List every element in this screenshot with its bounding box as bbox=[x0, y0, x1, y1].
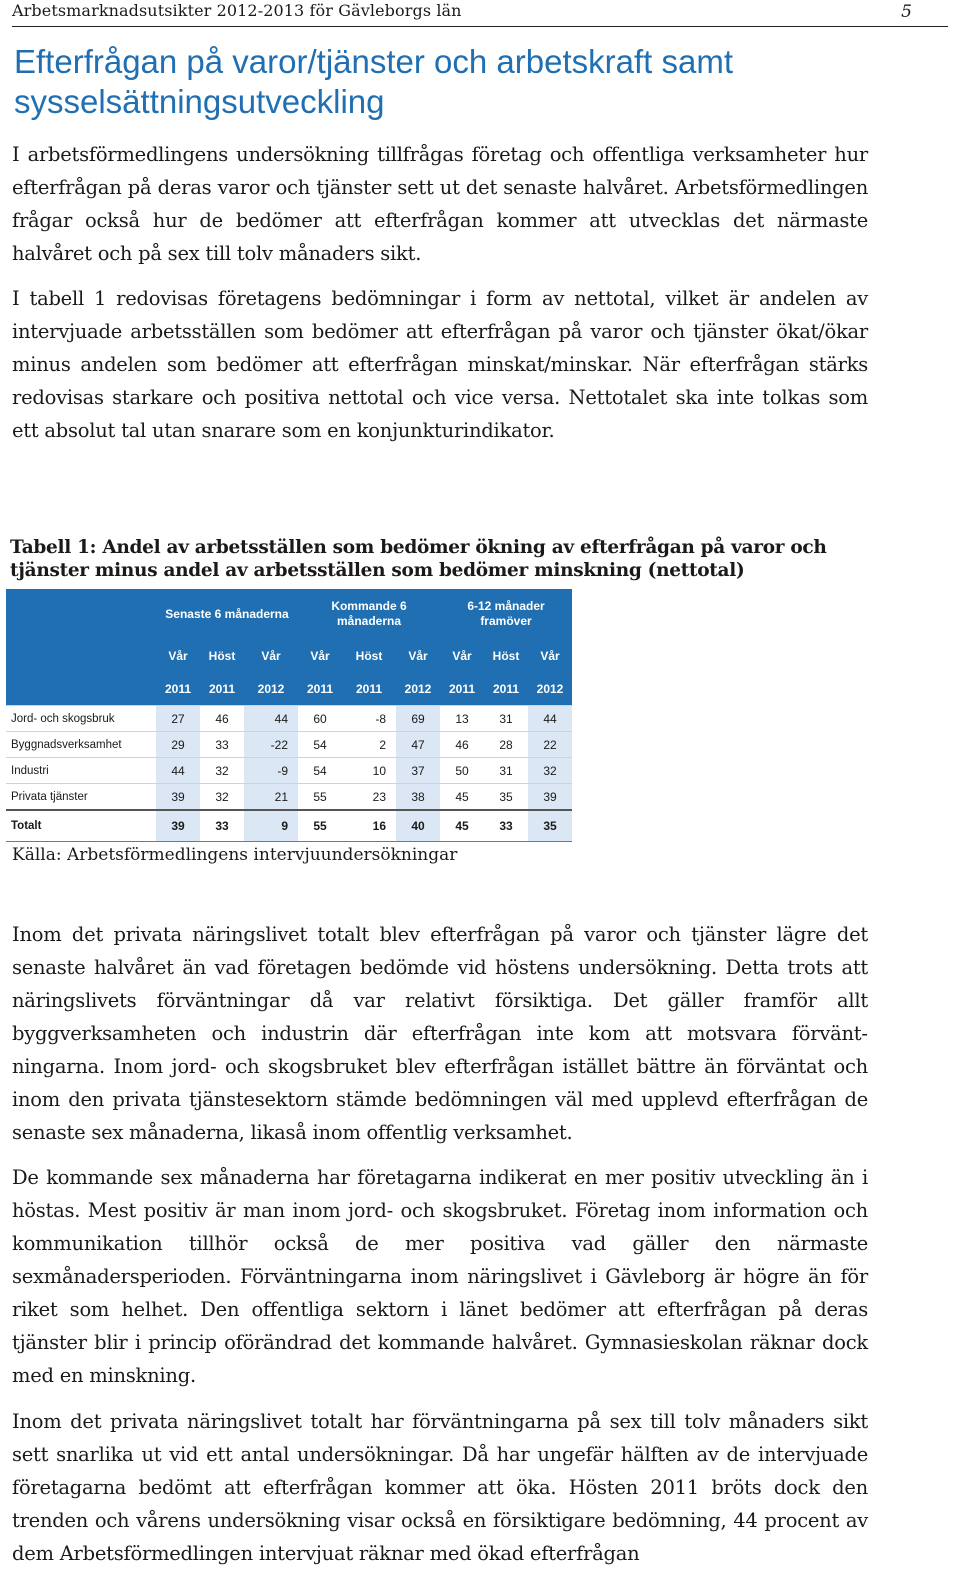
table-cell: 47 bbox=[396, 732, 440, 758]
table-stub-cell bbox=[6, 672, 156, 706]
table-cell: 46 bbox=[440, 732, 484, 758]
season-header: Höst bbox=[484, 639, 528, 672]
row-label: Byggnadsverksamhet bbox=[6, 732, 156, 758]
table-cell: 9 bbox=[244, 810, 298, 842]
table-cell: 32 bbox=[200, 758, 244, 784]
year-header: 2011 bbox=[156, 672, 200, 706]
year-header: 2012 bbox=[244, 672, 298, 706]
table-cell: 69 bbox=[396, 706, 440, 732]
table-cell: 21 bbox=[244, 784, 298, 811]
table-cell: 55 bbox=[298, 784, 342, 811]
table-cell: 2 bbox=[342, 732, 396, 758]
table-cell: 33 bbox=[200, 810, 244, 842]
table-row bbox=[6, 706, 572, 732]
running-header bbox=[12, 0, 948, 27]
table-cell: 39 bbox=[528, 784, 572, 811]
season-header: Vår bbox=[440, 639, 484, 672]
table-cell: 35 bbox=[528, 810, 572, 842]
table-cell: 55 bbox=[298, 810, 342, 842]
year-header: 2011 bbox=[200, 672, 244, 706]
season-header: Vår bbox=[244, 639, 298, 672]
table-cell: 31 bbox=[484, 758, 528, 784]
table-cell: 54 bbox=[298, 732, 342, 758]
table-cell: 44 bbox=[244, 706, 298, 732]
table-cell: 32 bbox=[528, 758, 572, 784]
year-header: 2011 bbox=[440, 672, 484, 706]
table-group-header-row bbox=[6, 589, 572, 639]
paragraph-table-explanation: I tabell 1 redovisas företagens bedömningar i form av nettotal, vilket är andelen av intervjuade arbetsställen som bedömer att efterfrågan på varor och tjänster ökat/ökar minus andelen som bedömer att efterfrågan minskat/minskar. När efterfrågan stärks redovisas starkare och positiva nettotal och vice versa. Nettotalet ska inte tolkas som ett absolut tal utan snarare som en konjunkturindikator. bbox=[12, 287, 868, 442]
year-header: 2012 bbox=[528, 672, 572, 706]
group-header-kommande: Kommande 6 månaderna bbox=[298, 589, 440, 639]
table-cell: 50 bbox=[440, 758, 484, 784]
table-cell: 39 bbox=[156, 784, 200, 811]
season-header: Höst bbox=[200, 639, 244, 672]
year-header: 2011 bbox=[298, 672, 342, 706]
year-header: 2011 bbox=[484, 672, 528, 706]
group-header-senaste: Senaste 6 månaderna bbox=[156, 589, 298, 639]
season-header: Vår bbox=[396, 639, 440, 672]
table-stub-cell bbox=[6, 639, 156, 672]
table-cell: -9 bbox=[244, 758, 298, 784]
table-cell: 16 bbox=[342, 810, 396, 842]
document-title: Arbetsmarknadsutsikter 2012-2013 för Gävleborgs län bbox=[12, 1, 462, 20]
nettotal-table bbox=[6, 589, 572, 842]
row-label: Jord- och skogsbruk bbox=[6, 706, 156, 732]
table-stub-cell bbox=[6, 589, 156, 639]
table-row bbox=[6, 758, 572, 784]
table-cell: 37 bbox=[396, 758, 440, 784]
row-label: Industri bbox=[6, 758, 156, 784]
table-caption: Tabell 1: Andel av arbetsställen som bedömer ökning av efterfrågan på varor och tjänster minus andel av arbetsställen som bedömer minskning (nettotal) bbox=[10, 537, 827, 581]
season-header: Vår bbox=[528, 639, 572, 672]
season-header: Vår bbox=[298, 639, 342, 672]
table-cell: 40 bbox=[396, 810, 440, 842]
table-cell: 27 bbox=[156, 706, 200, 732]
table-row-total bbox=[6, 810, 572, 842]
table-cell: 54 bbox=[298, 758, 342, 784]
table-cell: 33 bbox=[200, 732, 244, 758]
table-cell: 35 bbox=[484, 784, 528, 811]
table-cell: 39 bbox=[156, 810, 200, 842]
table-cell: 23 bbox=[342, 784, 396, 811]
table-cell: 38 bbox=[396, 784, 440, 811]
page-number: 5 bbox=[901, 2, 912, 22]
table-cell: 60 bbox=[298, 706, 342, 732]
table-cell: 44 bbox=[156, 758, 200, 784]
table-cell: 28 bbox=[484, 732, 528, 758]
season-header: Vår bbox=[156, 639, 200, 672]
table-cell: 22 bbox=[528, 732, 572, 758]
table-row bbox=[6, 732, 572, 758]
paragraph-intro: I arbetsförmedlingens undersökning tillfrågas företag och offentliga verksamheter hur efterfrågan på deras varor och tjänster sett ut det senaste halvåret. Arbetsförmedlingen frågar också hur de bedömer att efterfrågan kommer att utvecklas det närmaste halvåret och på sex till tolv månaders sikt. bbox=[12, 143, 868, 265]
table-season-header-row bbox=[6, 639, 572, 672]
table-cell: 33 bbox=[484, 810, 528, 842]
table-cell: 10 bbox=[342, 758, 396, 784]
table-cell: -8 bbox=[342, 706, 396, 732]
row-label: Privata tjänster bbox=[6, 784, 156, 811]
table-cell: 45 bbox=[440, 810, 484, 842]
paragraph-long-term: Inom det privata näringslivet totalt har förväntningarna på sex till tolv månaders sikt sett snarlika ut vid ett antal undersökningar. Då har ungefär hälften av de intervjuade företagarna bedömt att efterfrågan kommer att öka. Hösten 2011 bröts dock den trenden och vårens undersökning visar också en försiktigare bedömning, 44 procent av dem Arbetsförmedlingen intervjuat räknar med ökad efterfrågan bbox=[12, 1410, 868, 1565]
table-row bbox=[6, 784, 572, 811]
paragraph-coming-months: De kommande sex månaderna har företagarna indikerat en mer positiv utveckling än i höstas. Mest positiv är man inom jord- och skogsbruket. Företag inom information och kommunikation tillhör också de mer positiva vad gäller den närmaste sexmånadersperioden. Förväntningarna inom näringslivet i Gävleborg är högre än för riket som helhet. Den offentliga sektorn i länet bedömer att efterfrågan på deras tjänster blir i princip oförändrad det kommande halvåret. Gymnasieskolan räknar dock med en minskning. bbox=[12, 1166, 868, 1387]
table-year-header-row bbox=[6, 672, 572, 706]
year-header: 2011 bbox=[342, 672, 396, 706]
season-header: Höst bbox=[342, 639, 396, 672]
paragraph-private-sector: Inom det privata näringslivet totalt blev efterfrågan på varor och tjänster lägre det senaste halvåret än vad företagen bedömde vid höstens undersökning. Detta trots att näringslivets förväntningar då var relativt försiktiga. Det gäller framför allt byggverksamheten och industrin där efterfrågan inte kom att motsvara förväntningarna. Inom jord- och skogsbruket blev efterfrågan istället bättre än förväntat och inom den privata tjänstesektorn stämde bedömningen väl med upplevd efterfrågan de senaste sex månaderna, likaså inom offentlig verksamhet. bbox=[12, 923, 868, 1144]
table-cell: 29 bbox=[156, 732, 200, 758]
row-label: Totalt bbox=[6, 810, 156, 842]
table-source: Källa: Arbetsförmedlingens intervjuundersökningar bbox=[12, 845, 458, 865]
table-cell: 32 bbox=[200, 784, 244, 811]
table-cell: 13 bbox=[440, 706, 484, 732]
table-cell: 44 bbox=[528, 706, 572, 732]
year-header: 2012 bbox=[396, 672, 440, 706]
table-cell: -22 bbox=[244, 732, 298, 758]
table-cell: 45 bbox=[440, 784, 484, 811]
section-title: Efterfrågan på varor/tjänster och arbetskraft samt sysselsättningsutveckling bbox=[14, 43, 733, 120]
group-header-framover: 6-12 månader framöver bbox=[440, 589, 572, 639]
table-cell: 31 bbox=[484, 706, 528, 732]
table-cell: 46 bbox=[200, 706, 244, 732]
